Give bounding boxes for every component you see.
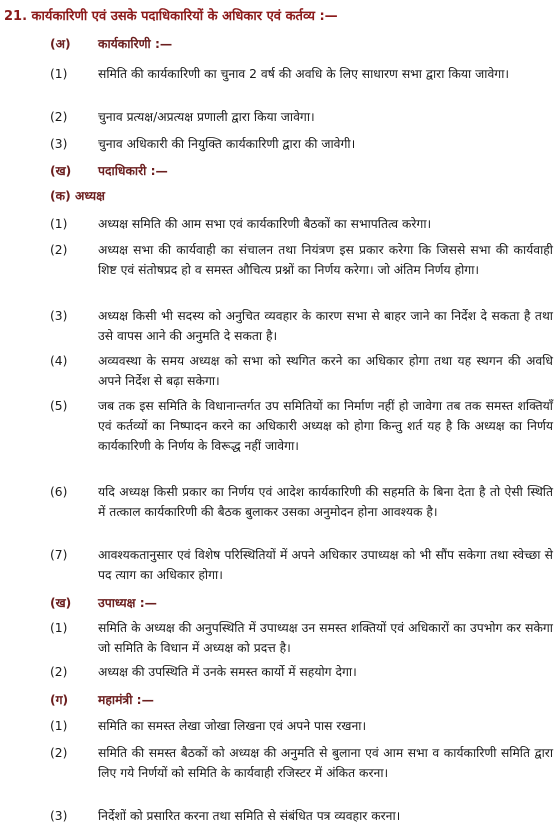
section-upadhyaksha-heading: उपाध्यक्ष :— xyxy=(98,596,157,610)
clause-text: आवश्यकतानुसार एवं विशेष परिस्थितियों में अपने अधिकार उपाध्यक्ष को भी सौंप सकेगा तथा स्वेच्छा से पद त्याग का अधिकार होगा। xyxy=(98,548,553,582)
clause-number: (1) xyxy=(50,217,68,231)
clause-number: (2) xyxy=(50,665,68,679)
section-mahamantri-heading: महामंत्री :— xyxy=(98,693,154,707)
clause-number: (2) xyxy=(50,110,68,124)
clause-text: अध्यक्ष सभा की कार्यवाही का संचालन तथा नियंत्रण इस प्रकार करेगा कि जिससे सभा की कार्यवाही शिष्ट एवं संतोषप्रद हो व समस्त औचित्य प्रश्नों का निर्णय करेगा। जो अंतिम निर्णय होगा। xyxy=(98,243,553,277)
clause-text: समिति का समस्त लेखा जोखा लिखना एवं अपने पास रखना। xyxy=(98,719,367,733)
clause-text: अव्यवस्था के समय अध्यक्ष को सभा को स्थगित करने का अधिकार होगा तथा यह स्थगन की अवधि अपने निर्देश से बढ़ा सकेगा। xyxy=(98,354,553,388)
page-title: 21. कार्यकारिणी एवं उसके पदाधिकारियों के अधिकार एवं कर्तव्य :— xyxy=(4,9,338,24)
clause-number: (2) xyxy=(50,243,68,257)
clause-text: समिति की कार्यकारिणी का चुनाव 2 वर्ष की अवधि के लिए साधारण सभा द्वारा किया जावेगा। xyxy=(98,67,510,81)
clause-text: यदि अध्यक्ष किसी प्रकार का निर्णय एवं आदेश कार्यकारिणी की सहमति के बिना देता है तो ऐसी स्थिति में तत्काल कार्यकारिणी की बैठक बुलाकर उसका अनुमोदन होना आवश्यक है। xyxy=(98,485,553,519)
clause-number: (1) xyxy=(50,67,68,81)
clause-text: समिति की समस्त बैठकों को अध्यक्ष की अनुमति से बुलाना एवं आम सभा व कार्यकारिणी समिति द्वारा लिए गये निर्णयों को समिति के कार्यवाही रजिस्टर में अंकित करना। xyxy=(98,746,553,780)
section-karyakarini-heading: कार्यकारिणी :— xyxy=(98,37,173,51)
subsection-adhyaksha-heading: (क) अध्यक्ष xyxy=(50,189,105,203)
clause-text: चुनाव प्रत्यक्ष/अप्रत्यक्ष प्रणाली द्वारा किया जावेगा। xyxy=(98,110,315,124)
section-upadhyaksha-number: (ख) xyxy=(50,596,72,610)
clause-text: अध्यक्ष समिति की आम सभा एवं कार्यकारिणी बैठकों का सभापतित्व करेगा। xyxy=(98,217,432,231)
clause-number: (5) xyxy=(50,399,68,413)
clause-text: अध्यक्ष किसी भी सदस्य को अनुचित व्यवहार के कारण सभा से बाहर जाने का निर्देश दे सकता है तथा उसे वापस आने की अनुमति दे सकता है। xyxy=(98,309,553,343)
clause-text: समिति के अध्यक्ष की अनुपस्थिति में उपाध्यक्ष उन समस्त शक्तियों एवं अधिकारों का उपभोग कर सकेगा जो समिति के विधान में अध्यक्ष को प्रदत्त है। xyxy=(98,621,553,655)
clause-number: (3) xyxy=(50,137,68,151)
clause-text: निर्देशों को प्रसारित करना तथा समिति से संबंधित पत्र व्यवहार करना। xyxy=(98,809,401,823)
clause-text: अध्यक्ष की उपस्थिति में उनके समस्त कार्यो में सहयोग देगा। xyxy=(98,665,357,679)
clause-text: चुनाव अधिकारी की नियुक्ति कार्यकारिणी द्वारा की जावेगी। xyxy=(98,137,356,151)
clause-number: (1) xyxy=(50,621,68,635)
section-padadhikari-number: (ख) xyxy=(50,164,72,178)
clause-text: जब तक इस समिति के विधानान्तर्गत उप समितियों का निर्माण नहीं हो जावेगा तब तक समस्त शक्तियाँ एवं कर्तव्यों का निष्पादन करने का अधिकारी अध्यक्ष को होगा किन्तु शर्त यह है कि अध्यक्ष का निर्णय कार्यकारिणी के निर्णय के विरूद्ध नहीं जावेगा। xyxy=(98,399,553,453)
section-karyakarini-number: (अ) xyxy=(50,37,71,51)
clause-number: (3) xyxy=(50,809,68,823)
clause-number: (4) xyxy=(50,354,68,368)
clause-number: (7) xyxy=(50,548,68,562)
clause-number: (3) xyxy=(50,309,68,323)
clause-number: (1) xyxy=(50,719,68,733)
clause-number: (2) xyxy=(50,746,68,760)
section-padadhikari-heading: पदाधिकारी :— xyxy=(98,164,168,178)
clause-number: (6) xyxy=(50,485,68,499)
section-mahamantri-number: (ग) xyxy=(50,693,69,707)
